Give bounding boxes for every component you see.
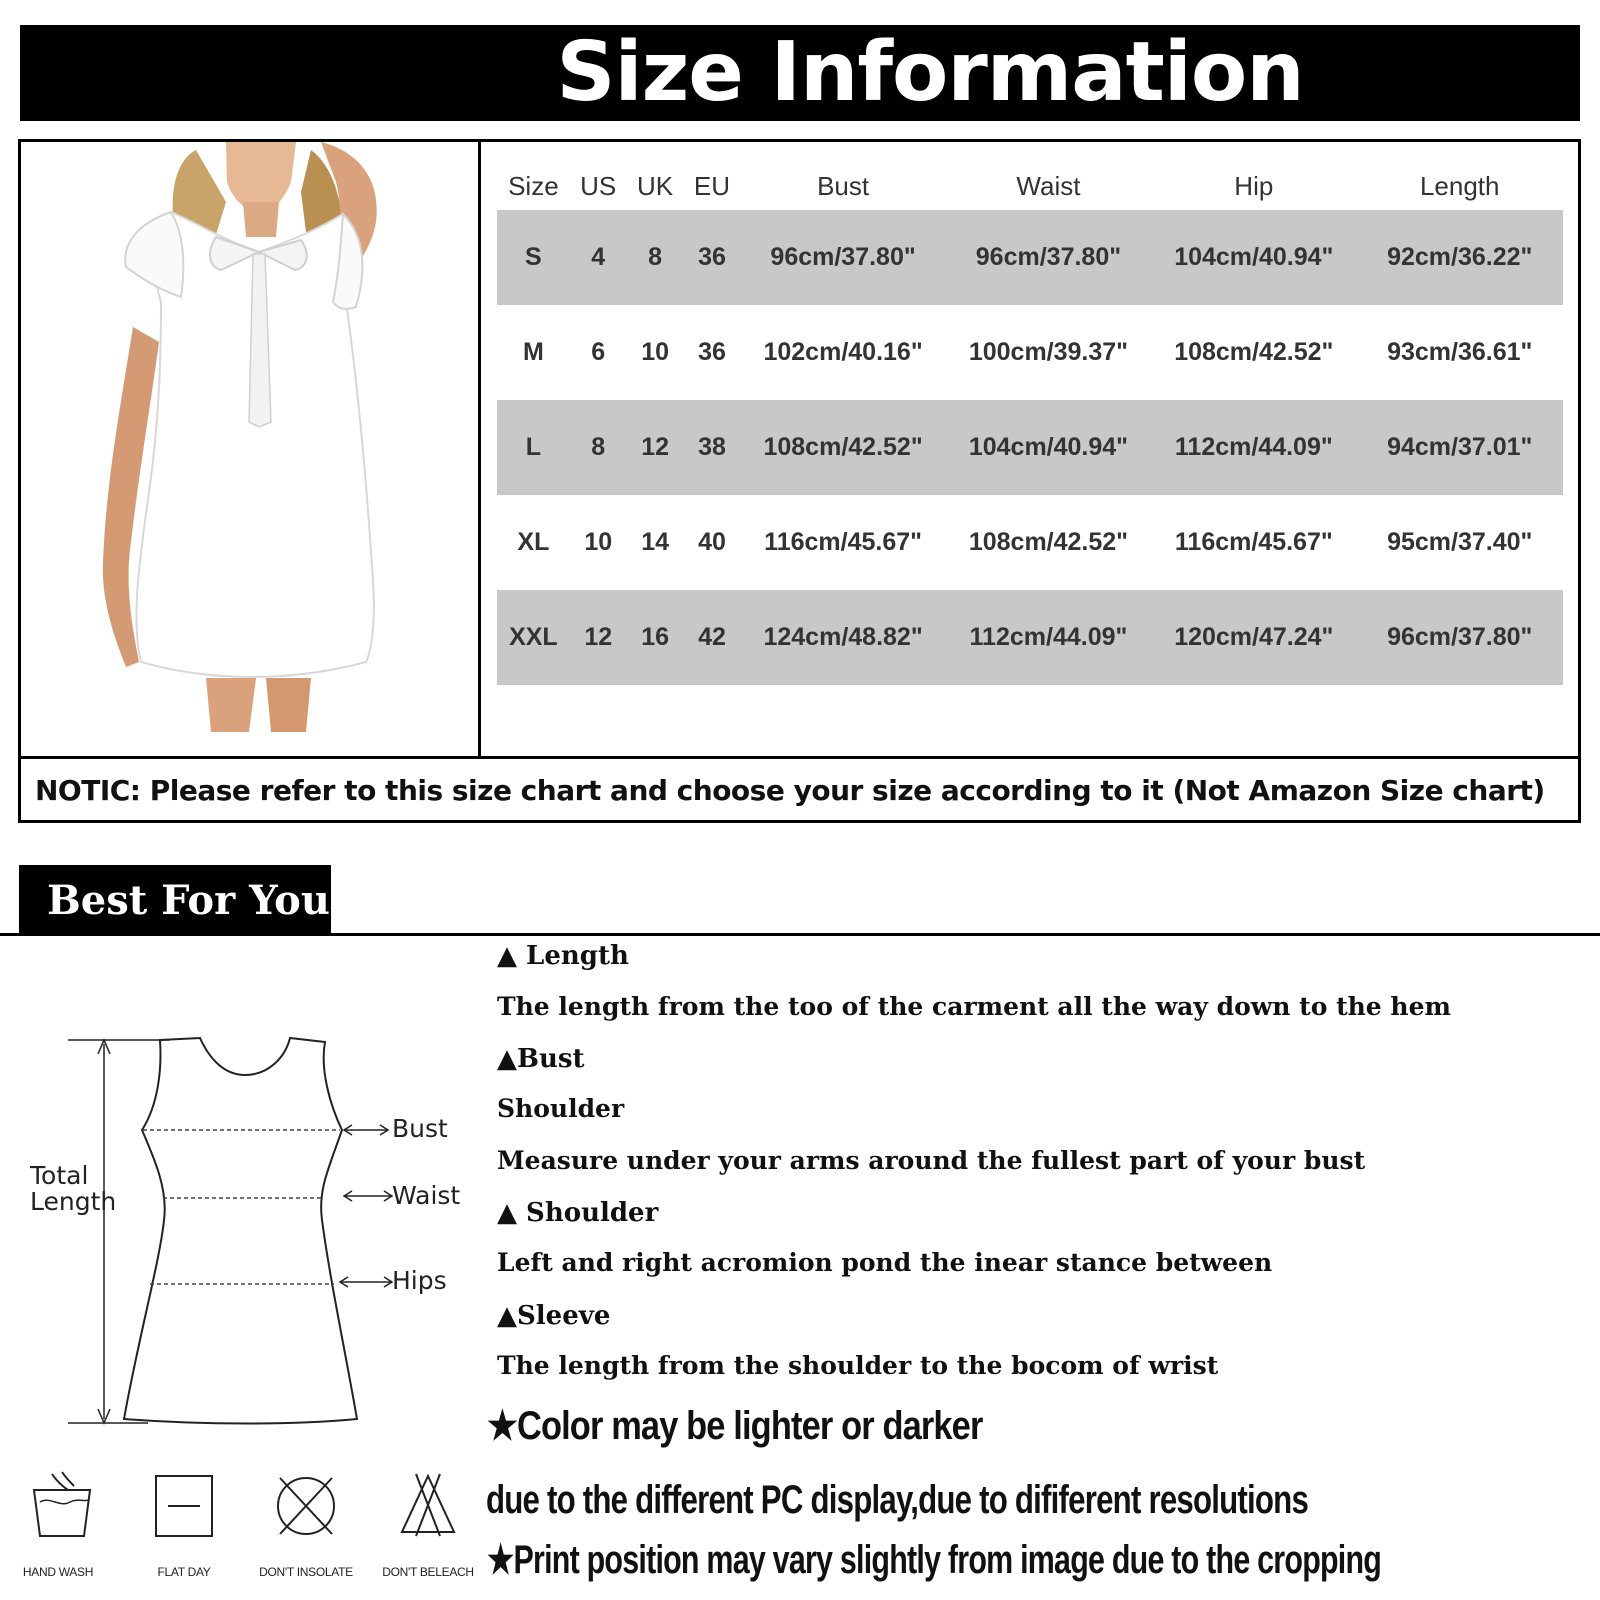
table-cell: M: [522, 338, 544, 366]
shoulder-text: Left and right acromion pond the inear stance between: [497, 1248, 1273, 1277]
col-header-us: US: [580, 170, 617, 201]
table-cell: 6: [591, 338, 606, 366]
table-cell: 108cm/42.52": [740, 400, 945, 495]
disclaimer-print: ★Print position may vary slightly from image due to the cropping: [487, 1538, 1382, 1582]
best-for-you-title: Best For You: [19, 865, 331, 935]
table-row: [497, 305, 1563, 400]
table-row: [497, 590, 1563, 685]
table-cell: 8: [627, 210, 684, 305]
col-header-waist: Waist: [1016, 170, 1081, 201]
table-row: [497, 495, 1563, 590]
table-cell: 112cm/44.09": [1151, 400, 1356, 495]
flat-dry-icon: [134, 1470, 234, 1545]
table-cell: XL: [517, 528, 550, 556]
table-cell: 95cm/37.40": [1387, 528, 1533, 556]
col-header-size: Size: [508, 170, 559, 201]
waist-label: Waist: [392, 1181, 461, 1210]
col-header-uk: UK: [637, 170, 674, 201]
length-heading: ▲ Length: [497, 941, 629, 971]
table-cell: 40: [698, 528, 726, 556]
table-cell: 96cm/37.80": [1356, 590, 1563, 685]
disclaimer-display: due to the different PC display,due to dififerent resolutions: [486, 1478, 1309, 1522]
table-cell: 108cm/42.52": [1174, 338, 1334, 366]
total-length-line2: Length: [30, 1187, 117, 1216]
table-cell: 120cm/47.24": [1151, 590, 1356, 685]
table-cell: 36: [698, 338, 726, 366]
table-cell: 124cm/48.82": [740, 590, 945, 685]
table-cell: 38: [684, 400, 741, 495]
table-cell: 92cm/36.22": [1356, 210, 1563, 305]
flat-dry-label: FLAT DAY: [157, 1565, 211, 1579]
length-text: The length from the too of the carment all the way down to the hem: [497, 992, 1451, 1021]
table-cell: S: [497, 210, 570, 305]
col-header-bust: Bust: [817, 170, 870, 201]
header-banner: [20, 25, 1580, 121]
table-cell: 104cm/40.94": [1151, 210, 1356, 305]
disclaimer-color: ★Color may be lighter or darker: [487, 1404, 983, 1448]
table-cell: 104cm/40.94": [946, 400, 1151, 495]
table-cell: XXL: [497, 590, 570, 685]
product-photo: [21, 142, 481, 756]
table-cell: 108cm/42.52": [968, 528, 1129, 556]
size-table-header: [497, 162, 1563, 210]
table-cell: 8: [570, 400, 627, 495]
table-cell: L: [497, 400, 570, 495]
table-cell: 12: [627, 400, 684, 495]
table-cell: 10: [584, 528, 613, 556]
dress-photo-illustration: [21, 142, 478, 756]
table-cell: 36: [684, 210, 741, 305]
total-length-line1: Total: [30, 1161, 89, 1190]
page-title: Size Information: [556, 25, 1304, 120]
table-cell: 10: [641, 338, 669, 366]
col-header-eu: EU: [693, 170, 731, 201]
table-row: [497, 400, 1563, 495]
sleeve-text: The length from the shoulder to the bocom of wrist: [497, 1351, 1219, 1380]
hips-label: Hips: [392, 1266, 447, 1295]
table-cell: 96cm/37.80": [946, 210, 1151, 305]
bust-text: Measure under your arms around the fullest part of your bust: [497, 1146, 1366, 1175]
dont-insolate-label: DON'T INSOLATE: [259, 1565, 353, 1579]
dont-bleach-icon: [378, 1470, 478, 1545]
table-cell: 93cm/36.61": [1387, 338, 1533, 366]
shoulder-heading: ▲ Shoulder: [497, 1198, 659, 1228]
bust-subheading: Shoulder: [497, 1094, 625, 1123]
table-cell: 96cm/37.80": [740, 210, 945, 305]
table-cell: 16: [627, 590, 684, 685]
table-cell: 116cm/45.67": [1174, 528, 1333, 556]
hand-wash-label: HAND WASH: [22, 1565, 94, 1579]
bust-label: Bust: [392, 1114, 448, 1143]
hand-wash-icon: [12, 1470, 112, 1545]
dont-insolate-icon: [256, 1470, 356, 1545]
section-divider: [0, 933, 1600, 936]
col-header-length: Length: [1419, 170, 1500, 201]
bust-heading: ▲Bust: [497, 1044, 585, 1074]
table-cell: 12: [570, 590, 627, 685]
size-table: [497, 162, 1563, 685]
size-chart-box: [18, 139, 1581, 823]
table-cell: 14: [641, 528, 669, 556]
table-cell: 116cm/45.67": [764, 528, 922, 556]
table-row: [497, 210, 1563, 305]
total-length-label: [30, 1163, 116, 1215]
table-cell: 102cm/40.16": [763, 338, 923, 366]
size-notice: NOTIC: Please refer to this size chart and choose your size according to it (Not Amazon Size chart): [21, 756, 1578, 823]
sleeve-heading: ▲Sleeve: [497, 1301, 611, 1331]
table-cell: 100cm/39.37": [968, 338, 1129, 366]
table-cell: 94cm/37.01": [1356, 400, 1563, 495]
dont-bleach-label: DON'T BELEACH: [382, 1565, 474, 1579]
col-header-hip: Hip: [1234, 170, 1274, 201]
table-cell: 112cm/44.09": [946, 590, 1151, 685]
table-cell: 42: [684, 590, 741, 685]
table-cell: 4: [570, 210, 627, 305]
measurement-diagram: [0, 1020, 480, 1440]
